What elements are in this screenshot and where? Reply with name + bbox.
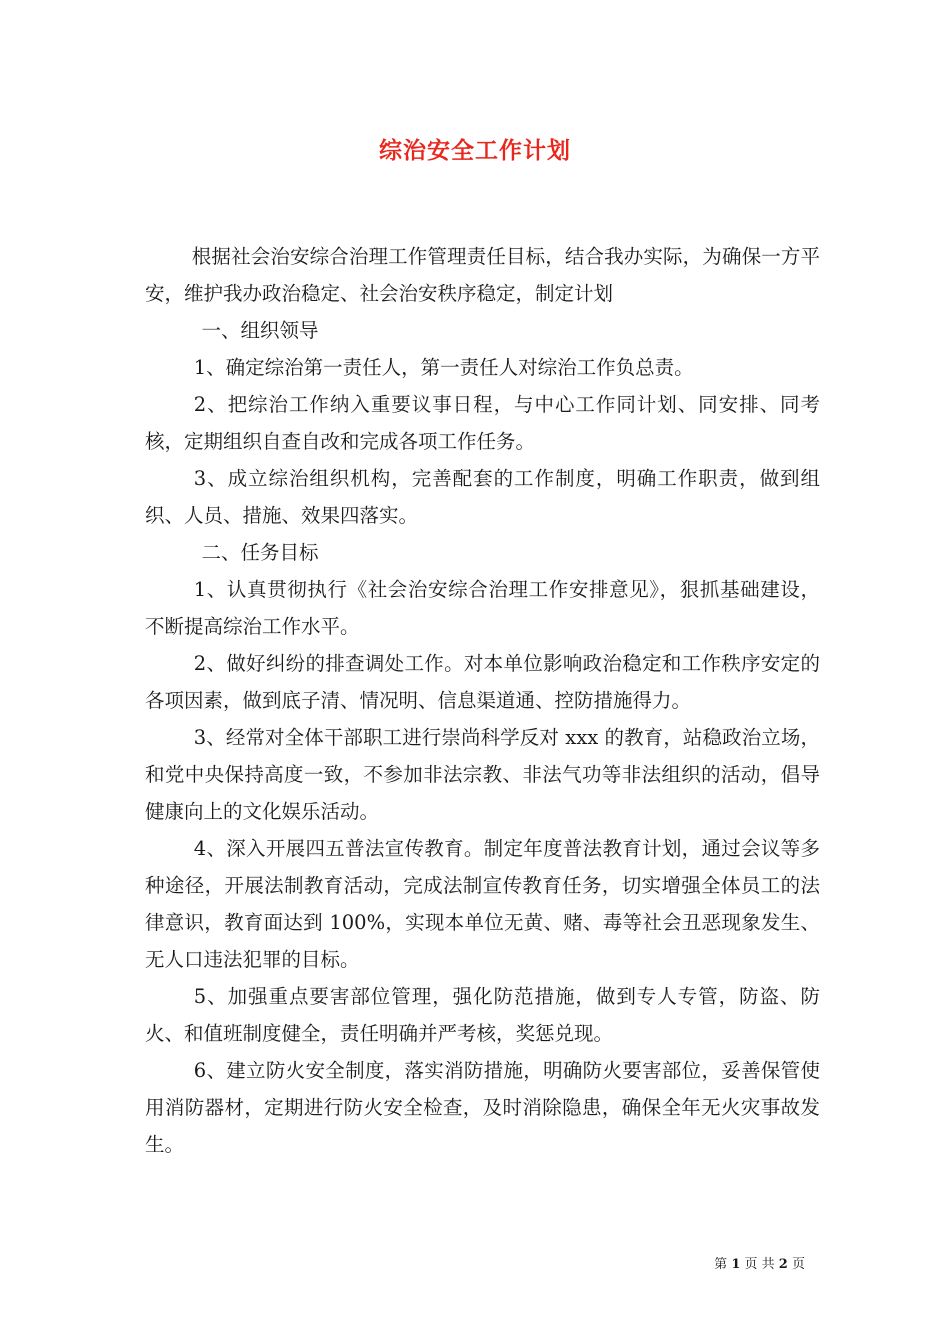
footer-current-page: 1 [731,1257,741,1272]
document-title: 综治安全工作计划 [379,137,571,164]
paragraph-goal-item-5: 5、加强重点要害部位管理，强化防范措施，做到专人专管，防盗、防火、和值班制度健全，责任明确并严考核，奖惩兑现。 [145,985,820,1045]
paragraph-org-item-1: 1、确定综治第一责任人，第一责任人对综治工作负总责。 [193,356,694,379]
paragraph-goal-item-6: 6、建立防火安全制度，落实消防措施，明确防火要害部位，妥善保管使用消防器材，定期进行防火安全检查，及时消除隐患，确保全年无火灾事故发生。 [145,1059,820,1156]
footer-middle: 页 共 [744,1257,775,1272]
paragraph-goal-item-1: 1、认真贯彻执行《社会治安综合治理工作安排意见》，狠抓基础建设，不断提高综治工作水平。 [145,578,820,638]
page-footer [714,1253,805,1272]
footer-total-pages: 2 [778,1257,788,1272]
footer-suffix: 页 [791,1257,805,1272]
paragraph-org-item-3: 3、成立综治组织机构，完善配套的工作制度，明确工作职责，做到组织、人员、措施、效果四落实。 [145,467,820,527]
section-heading-organization: 一、组织领导 [201,319,319,342]
paragraph-goal-item-3: 3、经常对全体干部职工进行崇尚科学反对 xxx 的教育，站稳政治立场，和党中央保持高度一致，不参加非法宗教、非法气功等非法组织的活动，倡导健康向上的文化娱乐活动。 [145,726,820,823]
section-heading-goals: 二、任务目标 [201,541,319,564]
intro-paragraph: 根据社会治安综合治理工作管理责任目标，结合我办实际，为确保一方平安，维护我办政治稳定、社会治安秩序稳定，制定计划 [145,245,820,305]
paragraph-goal-item-4: 4、深入开展四五普法宣传教育。制定年度普法教育计划，通过会议等多种途径，开展法制教育活动，完成法制宣传教育任务，切实增强全体员工的法律意识，教育面达到 100%，实现本单位无黄、赌、毒等社会丑恶现象发生、无人口违法犯罪的目标。 [145,837,820,971]
paragraph-goal-item-2: 2、做好纠纷的排查调处工作。对本单位影响政治稳定和工作秩序安定的各项因素，做到底子清、情况明、信息渠道通、控防措施得力。 [145,652,820,712]
document-body [145,238,820,1163]
paragraph-org-item-2: 2、把综治工作纳入重要议事日程，与中心工作同计划、同安排、同考核，定期组织自查自改和完成各项工作任务。 [145,393,820,453]
footer-prefix: 第 [714,1257,728,1272]
